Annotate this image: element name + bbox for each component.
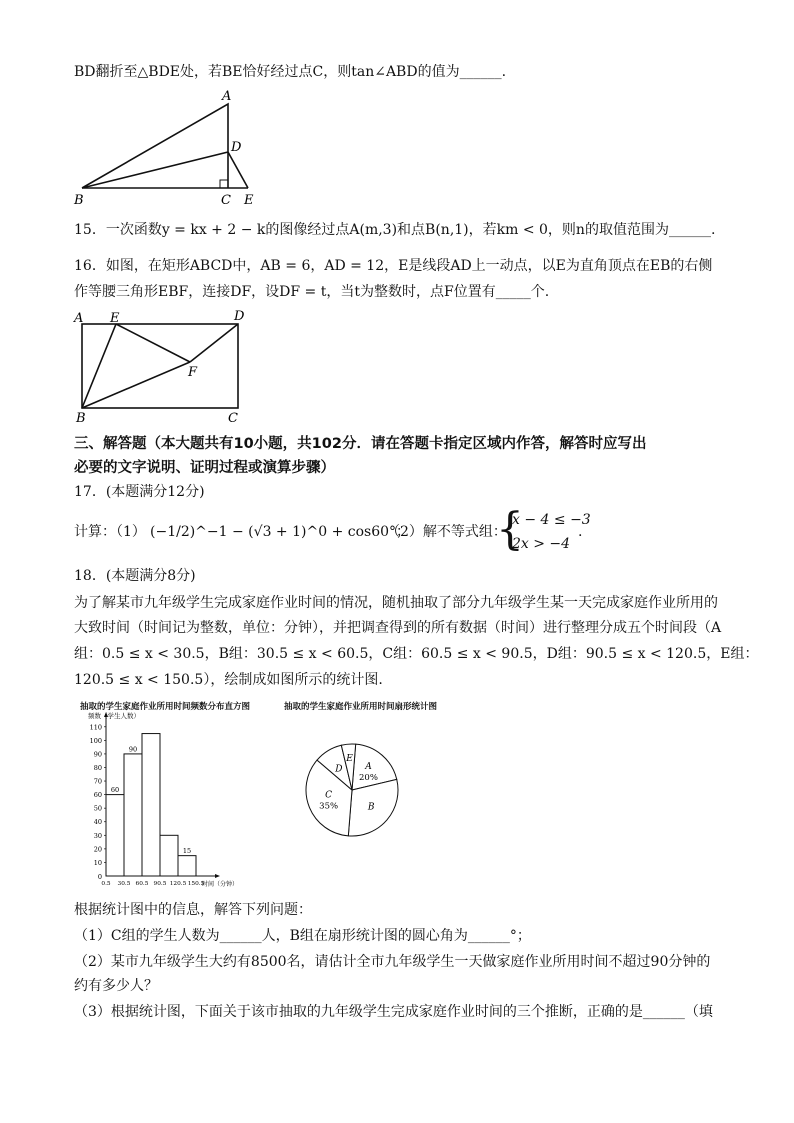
x-tick-label: 150.5 bbox=[187, 881, 205, 887]
x-tick-label: 0.5 bbox=[101, 881, 111, 887]
y-tick-label: 10 bbox=[93, 858, 102, 867]
q18-question-2-line1: （2）某市九年级学生大约有8500名，请估计全市九年级学生一天做家庭作业所用时间不超过90分钟的 bbox=[74, 954, 711, 970]
q18-header: 18．(本题满分8分) bbox=[74, 568, 196, 584]
label-c: C bbox=[221, 193, 231, 208]
x-tick-label: 120.5 bbox=[169, 881, 187, 887]
y-tick-label: 80 bbox=[93, 763, 102, 772]
q17-part2-label: （2）解不等式组： bbox=[386, 524, 507, 540]
q18-para-line1: 为了解某市九年级学生完成家庭作业时间的情况，随机抽取了部分九年级学生某一天完成家庭作业所用的 bbox=[74, 595, 718, 611]
y-tick-label: 40 bbox=[93, 818, 102, 827]
segment-de bbox=[228, 152, 248, 188]
pie-slice-percent: 35% bbox=[319, 801, 339, 812]
pie-slice-label: A bbox=[365, 761, 372, 772]
q17-period: . bbox=[578, 524, 583, 540]
y-tick-label: 70 bbox=[93, 777, 102, 786]
label-d: D bbox=[234, 309, 245, 324]
q18-question-3: （3）根据统计图，下面关于该市抽取的九年级学生完成家庭作业时间的三个推断，正确的是______（填 bbox=[74, 1004, 713, 1020]
label-c: C bbox=[228, 411, 238, 426]
pie-slice-label: D bbox=[335, 764, 343, 775]
x-tick-label: 60.5 bbox=[135, 881, 149, 887]
label-f: F bbox=[188, 365, 198, 380]
label-b: B bbox=[74, 193, 84, 208]
triangle-abd bbox=[82, 104, 228, 188]
q16-text-line2: 作等腰三角形EBF，连接DF，设DF = t，当t为整数时，点F位置有_____个. bbox=[74, 284, 550, 300]
pie-slice-label: B bbox=[367, 802, 375, 813]
q18-question-2-line2: 约有多少人？ bbox=[74, 978, 158, 994]
inequality-2: 2x > −4 bbox=[512, 536, 571, 552]
y-axis-title: 频数（学生人数） bbox=[88, 712, 140, 720]
bar-data-label: 15 bbox=[182, 847, 192, 856]
label-a: A bbox=[222, 89, 232, 104]
q14-triangle-figure bbox=[66, 84, 276, 209]
y-tick-label: 30 bbox=[93, 831, 102, 840]
y-tick-label: 50 bbox=[93, 804, 102, 813]
x-tick-label: 90.5 bbox=[153, 881, 167, 887]
label-a: A bbox=[74, 311, 84, 326]
histogram-bar bbox=[160, 835, 178, 876]
label-e: E bbox=[244, 193, 254, 208]
q17-part1-expression: (−1/2)^−1 − (√3 + 1)^0 + cos60°； bbox=[150, 524, 411, 540]
y-tick-label: 110 bbox=[89, 723, 102, 732]
y-tick-label: 100 bbox=[89, 736, 102, 745]
bar-data-label: 60 bbox=[110, 786, 120, 795]
segment-fd bbox=[190, 324, 238, 362]
x-axis-title: 时间（分钟） bbox=[202, 881, 239, 888]
pie-chart-title: 抽取的学生家庭作业所用时间扇形统计图 bbox=[284, 702, 438, 712]
histogram-title: 抽取的学生家庭作业所用时间频数分布直方图 bbox=[80, 702, 251, 712]
q15-text: 15．一次函数y = kx + 2 − k的图像经过点A(m,3)和点B(n,1)，若km < 0，则n的取值范围为______. bbox=[74, 222, 716, 238]
section3-heading-line1: 三、解答题（本大题共有10小题，共102分．请在答题卡指定区域内作答，解答时应写出 bbox=[74, 436, 647, 452]
histogram-bar bbox=[142, 734, 160, 876]
section3-heading-line2: 必要的文字说明、证明过程或演算步骤） bbox=[74, 460, 335, 476]
x-axis-arrow bbox=[215, 874, 220, 878]
y-tick-label: 90 bbox=[93, 750, 102, 759]
q18-para-line3: 组：0.5 ≤ x < 30.5，B组：30.5 ≤ x < 60.5，C组：60.5 ≤ x < 90.5，D组：90.5 ≤ x < 120.5，E组： bbox=[74, 646, 759, 662]
x-tick-label: 30.5 bbox=[117, 881, 131, 887]
label-b: B bbox=[76, 411, 86, 426]
q16-rectangle-figure bbox=[70, 304, 260, 426]
label-d: D bbox=[231, 140, 242, 155]
q17-header: 17．(本题满分12分) bbox=[74, 484, 205, 500]
histogram-bar bbox=[178, 856, 196, 876]
inequality-1: x − 4 ≤ −3 bbox=[512, 512, 591, 528]
pie-slice-label: C bbox=[325, 790, 333, 801]
pie-slice-percent: 20% bbox=[359, 772, 378, 783]
rectangle-abcd bbox=[82, 324, 238, 408]
y-tick-label: 60 bbox=[93, 791, 102, 800]
q14-text: BD翻折至△BDE处，若BE恰好经过点C，则tan∠ABD的值为______. bbox=[74, 64, 507, 80]
q18-question-intro: 根据统计图中的信息，解答下列问题： bbox=[74, 902, 312, 918]
q18-para-line2: 大致时间（时间记为整数，单位：分钟），并把调查得到的所有数据（时间）进行整理分成五个时间段（A bbox=[74, 620, 722, 636]
segment-ef bbox=[116, 324, 190, 362]
q16-text-line1: 16．如图，在矩形ABCD中，AB = 6，AD = 12，E是线段AD上一动点，以E为直角顶点在EB的右侧 bbox=[74, 258, 713, 274]
system-brace: { bbox=[496, 504, 524, 555]
pie-slice-label: E bbox=[346, 753, 353, 764]
q18-question-1: （1）C组的学生人数为______人，B组在扇形统计图的圆心角为______°； bbox=[74, 928, 531, 944]
q18-para-line4: 120.5 ≤ x < 150.5），绘制成如图所示的统计图. bbox=[74, 672, 383, 688]
q17-part1-label: 计算：（1） bbox=[74, 524, 146, 540]
bar-data-label: 90 bbox=[128, 745, 138, 754]
origin-label: 0 bbox=[97, 873, 102, 881]
pie-chart bbox=[300, 728, 420, 858]
y-tick-label: 20 bbox=[93, 845, 102, 854]
histogram-bar bbox=[106, 795, 124, 876]
right-angle-mark bbox=[220, 180, 228, 188]
label-e: E bbox=[110, 311, 120, 326]
histogram-bar bbox=[124, 754, 142, 876]
histogram-chart bbox=[80, 712, 300, 892]
